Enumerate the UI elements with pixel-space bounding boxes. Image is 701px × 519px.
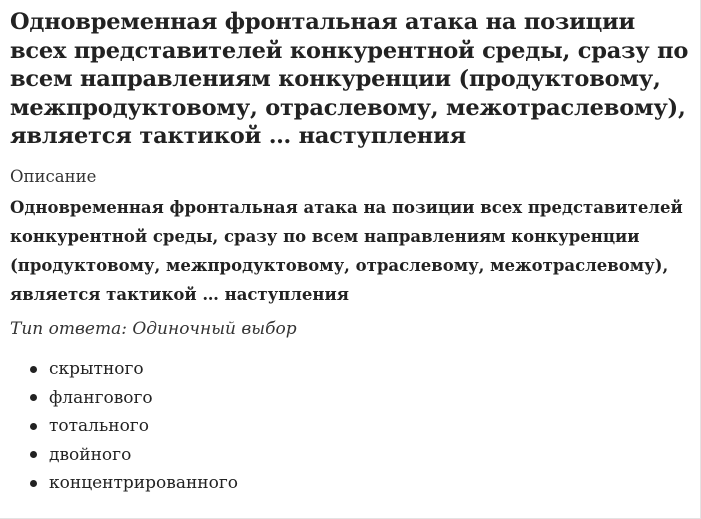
bullet-icon [30,451,37,458]
description-label: Описание [10,167,97,186]
question-title: Одновременная фронтальная атака на позиции всех представителей конкурентной среды, сразу по всем направлениям конкуренции (продуктовому, межпродуктовому, отраслевому, межотраслевому), является тактикой … наступления [10,9,689,149]
answer-option-label: скрытного [49,359,144,379]
bullet-icon [30,394,37,401]
answer-option[interactable] [30,441,238,470]
answer-options-list [30,355,238,498]
bullet-icon [30,423,37,430]
bullet-icon [30,480,37,487]
answer-option-label: концентрированного [49,473,238,493]
answer-type: Тип ответа: Одиночный выбор [10,319,297,339]
answer-option[interactable] [30,412,238,441]
answer-option-label: тотального [49,416,149,436]
answer-option[interactable] [30,384,238,413]
question-description: Одновременная фронтальная атака на позиции всех представителей конкурентной среды, сразу по всем направлениям конкуренции (продуктовому, межпродуктовому, отраслевому, межотраслевому), является тактикой … наступления [10,198,683,304]
answer-option-label: двойного [49,444,132,465]
answer-option[interactable] [30,469,238,498]
answer-option-label: флангового [49,387,153,408]
answer-option[interactable] [30,355,238,384]
bullet-icon [30,366,37,373]
